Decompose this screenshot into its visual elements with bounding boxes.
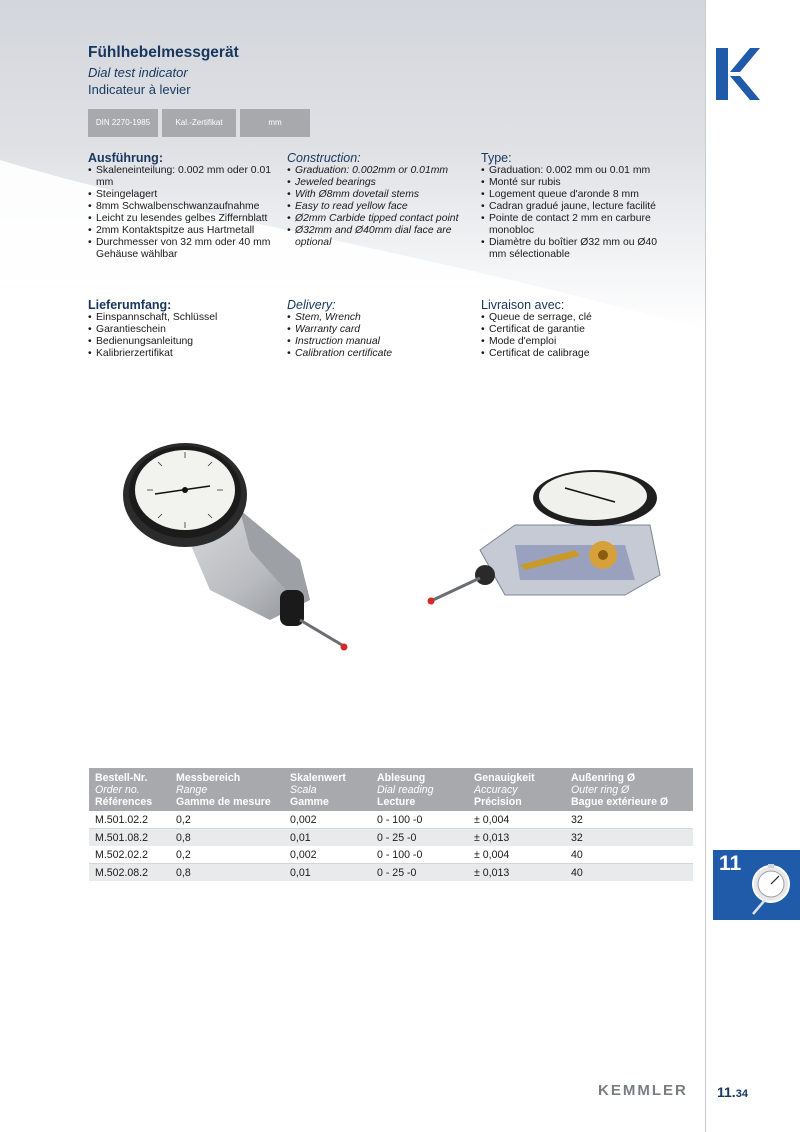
list-item: • Ø2mm Carbide tipped contact point [287, 213, 477, 225]
header-en: Scala [290, 784, 317, 796]
header-de: Messbereich [176, 772, 241, 784]
header-scale [284, 768, 371, 811]
page-number-major: 11. [717, 1084, 736, 1100]
list-item: • Diamètre du boîtier Ø32 mm ou Ø40 mm sélectionable [481, 237, 671, 261]
list-item: • Graduation: 0.002 mm ou 0.01 mm [481, 165, 671, 177]
cell-reading: 0 - 25 -0 [371, 829, 468, 847]
table-row [89, 829, 693, 847]
cell-range: 0,2 [170, 846, 284, 864]
section-livraison [481, 299, 671, 360]
header-fr: Lecture [377, 796, 416, 808]
cell-outer-ring: 32 [565, 811, 693, 829]
list-item: • Graduation: 0.002mm or 0.01mm [287, 165, 477, 177]
list-item: • Jeweled bearings [287, 177, 477, 189]
list-item: • Skaleneinteilung: 0.002 mm oder 0.01 mm [88, 165, 278, 189]
cell-scale: 0,01 [284, 864, 371, 882]
badge-unit: mm [240, 109, 310, 137]
cell-range: 0,2 [170, 811, 284, 829]
header-fr: Références [95, 796, 153, 808]
section-title: Construction: [287, 151, 361, 165]
list-item: • Steingelagert [88, 189, 278, 201]
header-en: Outer ring Ø [571, 784, 630, 796]
header-fr: Gamme [290, 796, 329, 808]
list-item: • Queue de serrage, clé [481, 312, 671, 324]
badge-certificate: Kal.-Zertifikat [162, 109, 236, 137]
list-item: • Monté sur rubis [481, 177, 671, 189]
cell-accuracy: ± 0,004 [468, 846, 565, 864]
list-item: • Garantieschein [88, 324, 278, 336]
title-block [88, 44, 239, 97]
header-fr: Précision [474, 796, 522, 808]
list-item: • Easy to read yellow face [287, 201, 477, 213]
page-number [717, 1084, 748, 1100]
page-number-minor: 34 [735, 1088, 748, 1100]
badge-row [88, 109, 310, 137]
cell-scale: 0,002 [284, 811, 371, 829]
list-item: • With Ø8mm dovetail stems [287, 189, 477, 201]
delivery-list [481, 312, 671, 360]
section-title: Delivery: [287, 298, 336, 312]
product-photo-cutaway [425, 470, 670, 610]
cell-reading: 0 - 100 -0 [371, 811, 468, 829]
section-type [481, 152, 671, 261]
section-title: Type: [481, 151, 512, 165]
header-accuracy [468, 768, 565, 811]
list-item: • Bedienungsanleitung [88, 336, 278, 348]
cell-range: 0,8 [170, 829, 284, 847]
feature-list [481, 165, 671, 261]
list-item: • Einspannschaft, Schlüssel [88, 312, 278, 324]
cell-reading: 0 - 25 -0 [371, 864, 468, 882]
table-row [89, 811, 693, 829]
title-german: Fühlhebelmessgerät [88, 44, 239, 61]
list-item: • Calibration certificate [287, 348, 477, 360]
title-english: Dial test indicator [88, 65, 188, 80]
feature-list [287, 165, 477, 249]
list-item: • Ø32mm and Ø40mm dial face are optional [287, 225, 477, 249]
table-header-row [89, 768, 693, 811]
cell-order-no: M.501.02.2 [89, 811, 170, 829]
section-title: Lieferumfang: [88, 298, 172, 312]
section-title: Ausführung: [88, 151, 163, 165]
cell-outer-ring: 32 [565, 829, 693, 847]
list-item: • 8mm Schwalbenschwanzaufnahme [88, 201, 278, 213]
section-ausfuehrung [88, 152, 278, 261]
delivery-list [287, 312, 477, 360]
header-en: Accuracy [474, 784, 518, 796]
header-de: Ablesung [377, 772, 426, 784]
list-item: • 2mm Kontaktspitze aus Hartmetall [88, 225, 278, 237]
list-item: • Logement queue d'aronde 8 mm [481, 189, 671, 201]
cell-scale: 0,01 [284, 829, 371, 847]
header-en: Range [176, 784, 208, 796]
section-lieferumfang [88, 299, 278, 360]
header-fr: Gamme de mesure [176, 796, 271, 808]
delivery-list [88, 312, 278, 360]
kemmler-logo [716, 48, 760, 100]
cell-range: 0,8 [170, 864, 284, 882]
badge-din: DIN 2270-1985 [88, 109, 158, 137]
cell-outer-ring: 40 [565, 846, 693, 864]
list-item: • Cadran gradué jaune, lecture facilité [481, 201, 671, 213]
header-outer-ring [565, 768, 693, 811]
list-item: • Warranty card [287, 324, 477, 336]
header-range [170, 768, 284, 811]
chapter-tab [713, 850, 800, 920]
cell-accuracy: ± 0,013 [468, 829, 565, 847]
header-de: Skalenwert [290, 772, 346, 784]
chapter-number: 11 [719, 852, 742, 875]
list-item: • Durchmesser von 32 mm oder 40 mm Gehäuse wählbar [88, 237, 278, 261]
header-de: Genauigkeit [474, 772, 535, 784]
header-de: Außenring Ø [571, 772, 636, 784]
title-french: Indicateur à levier [88, 82, 191, 97]
section-construction [287, 152, 477, 249]
cell-outer-ring: 40 [565, 864, 693, 882]
cell-accuracy: ± 0,013 [468, 864, 565, 882]
table-row [89, 846, 693, 864]
cell-accuracy: ± 0,004 [468, 811, 565, 829]
header-en: Order no. [95, 784, 140, 796]
list-item: • Certificat de garantie [481, 324, 671, 336]
section-delivery [287, 299, 477, 360]
cell-scale: 0,002 [284, 846, 371, 864]
list-item: • Kalibrierzertifikat [88, 348, 278, 360]
header-de: Bestell-Nr. [95, 772, 148, 784]
cell-reading: 0 - 100 -0 [371, 846, 468, 864]
cell-order-no: M.501.08.2 [89, 829, 170, 847]
list-item: • Instruction manual [287, 336, 477, 348]
table-row [89, 864, 693, 882]
dial-gauge-icon [743, 862, 793, 917]
order-table [89, 768, 693, 881]
header-reading [371, 768, 468, 811]
cell-order-no: M.502.02.2 [89, 846, 170, 864]
list-item: • Leicht zu lesendes gelbes Ziffernblatt [88, 213, 278, 225]
list-item: • Certificat de calibrage [481, 348, 671, 360]
cell-order-no: M.502.08.2 [89, 864, 170, 882]
product-photo-indicator [110, 440, 360, 660]
header-order-no [89, 768, 170, 811]
brand-name: KEMMLER [598, 1082, 688, 1099]
header-fr: Bague extérieure Ø [571, 796, 669, 808]
list-item: • Pointe de contact 2 mm en carbure monobloc [481, 213, 671, 237]
section-title: Livraison avec: [481, 298, 565, 312]
feature-list [88, 165, 278, 261]
list-item: • Mode d'emploi [481, 336, 671, 348]
header-en: Dial reading [377, 784, 434, 796]
list-item: • Stem, Wrench [287, 312, 477, 324]
right-margin-panel [705, 0, 800, 1132]
